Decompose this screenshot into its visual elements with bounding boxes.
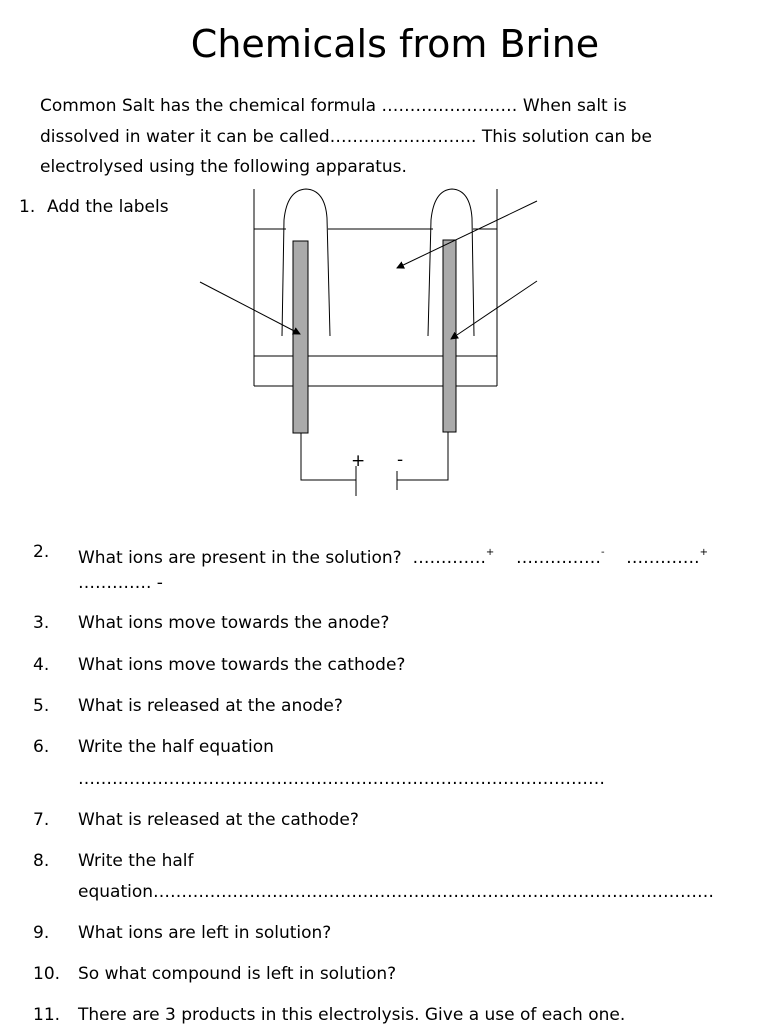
battery-positive-label: + <box>351 451 366 471</box>
answer-blank[interactable]: …………. - <box>78 573 163 593</box>
battery-negative-label: - <box>397 450 404 470</box>
answer-blank[interactable]: …………. <box>626 548 700 568</box>
question-text: So what compound is left in solution? <box>78 964 397 984</box>
intro-line-2: dissolved in water it can be called…………………….. This solution can be <box>40 126 652 147</box>
question-number: 2. <box>33 542 50 562</box>
question-number: 6. <box>33 737 50 757</box>
question-number: 8. <box>33 851 50 871</box>
question-number: 5. <box>33 696 50 716</box>
question-text: What ions are left in solution? <box>78 923 332 943</box>
charge-superscript: + <box>699 547 708 558</box>
intro-line-3: electrolysed using the following apparatus. <box>40 157 407 177</box>
question-number: 3. <box>33 613 50 633</box>
charge-superscript: + <box>485 547 495 558</box>
answer-blank[interactable]: ………………………………………………………………………………… <box>78 769 605 789</box>
question-text: What is released at the cathode? <box>78 810 359 830</box>
question-number: 1. <box>19 197 36 217</box>
answer-blank[interactable]: …………. <box>412 548 486 568</box>
question-number: 4. <box>33 655 50 675</box>
question-text: What ions are present in the solution? <box>78 548 402 568</box>
question-text: What is released at the anode? <box>78 696 343 716</box>
question-number: 11. <box>33 1005 61 1025</box>
question-text: What ions move towards the anode? <box>78 613 390 633</box>
answer-blank[interactable]: …………… <box>515 548 601 568</box>
question-text: Write the half <box>78 851 194 871</box>
question-text: There are 3 products in this electrolysis. Give a use of each one. <box>78 1005 626 1025</box>
intro-line-1: Common Salt has the chemical formula …………………… When salt is <box>40 96 627 116</box>
page-title: Chemicals from Brine <box>190 22 600 66</box>
charge-superscript: - <box>600 547 605 558</box>
answer-blank[interactable]: equation……………………………………………………………………………………… <box>78 882 715 902</box>
question-text: Write the half equation <box>78 737 274 757</box>
question-text: What ions move towards the cathode? <box>78 655 406 675</box>
question-number: 10. <box>33 964 61 984</box>
question-text: Add the labels <box>47 197 169 217</box>
question-number: 7. <box>33 810 50 830</box>
question-number: 9. <box>33 923 50 943</box>
